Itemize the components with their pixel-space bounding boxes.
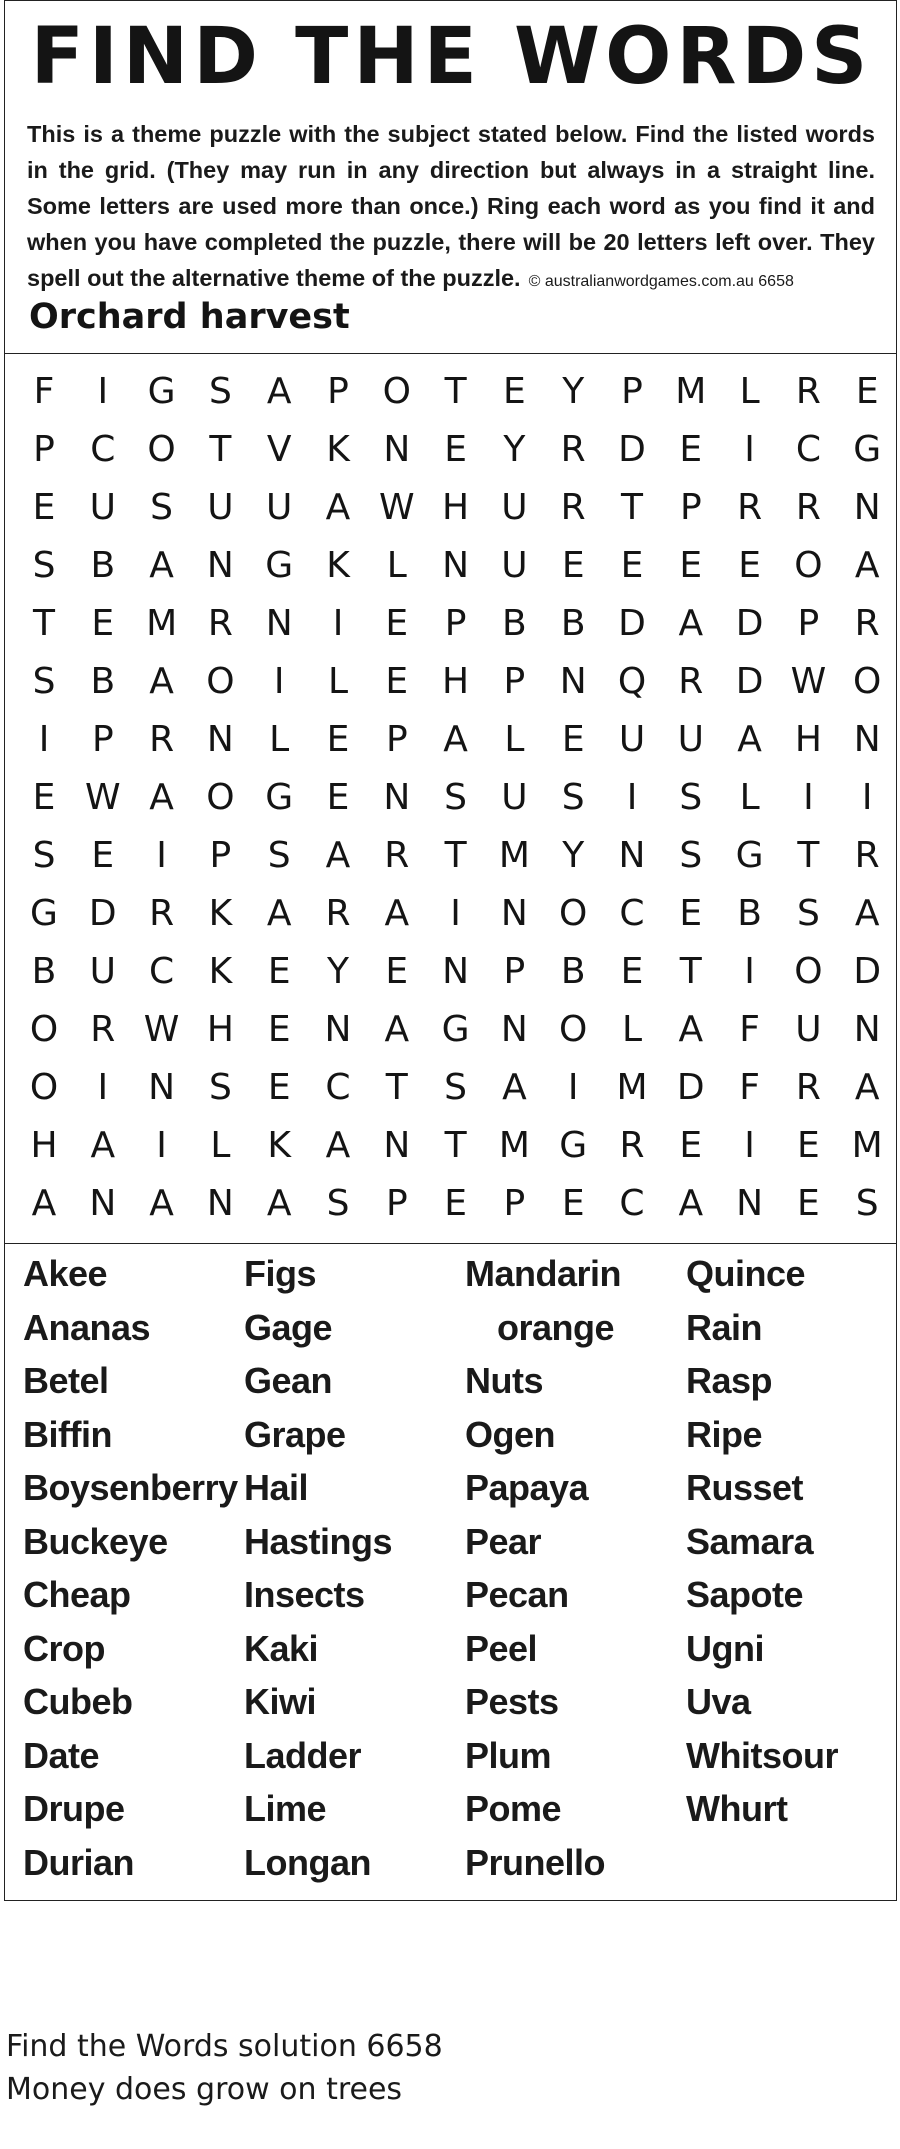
grid-cell: B [90, 661, 116, 702]
grid-cell: R [854, 835, 880, 876]
grid-cell: U [501, 487, 528, 528]
grid-cell: K [326, 545, 350, 586]
solution-block [6, 2025, 443, 2111]
grid-cell: T [385, 1067, 408, 1108]
puzzle-theme: Orchard harvest [29, 297, 350, 337]
grid-cell: U [89, 951, 116, 992]
grid-cell: M [498, 835, 530, 876]
grid-cell: S [444, 1067, 468, 1108]
puzzle-frame [4, 0, 897, 1901]
grid-cell: E [91, 835, 115, 876]
grid-cell: L [210, 1125, 231, 1166]
grid-cell: S [561, 777, 585, 818]
grid-cell: E [855, 371, 879, 412]
grid-cell: U [795, 1009, 822, 1050]
grid-cell: A [384, 1009, 410, 1050]
grid-cell: K [208, 893, 233, 934]
grid-cell: C [90, 429, 116, 470]
grid-cell: W [790, 661, 827, 702]
grid-cell: N [89, 1183, 117, 1224]
word-item: Prunello [465, 1841, 606, 1883]
grid-cell: H [442, 661, 470, 702]
grid-cell: I [38, 719, 50, 760]
grid-cell: P [33, 429, 55, 470]
grid-cell: I [156, 1125, 167, 1166]
grid-cell: D [853, 951, 882, 992]
word-item: Whurt [686, 1788, 788, 1829]
word-item: Ugni [686, 1627, 764, 1669]
grid-cell: W [378, 487, 415, 528]
grid-cell: R [207, 603, 233, 644]
divider-top [5, 353, 896, 354]
grid-cell: L [739, 777, 760, 818]
grid-cell: O [559, 1009, 588, 1050]
grid-cell: I [97, 371, 109, 412]
copyright-credit: © australianwordgames.com.au 6658 [528, 273, 794, 290]
grid-cell: R [619, 1125, 645, 1166]
grid-cell: N [265, 603, 293, 644]
grid-cell: E [267, 951, 291, 992]
grid-cell: I [273, 661, 285, 702]
grid-cell: N [206, 719, 234, 760]
grid-cell: O [147, 429, 176, 470]
grid-cell: E [561, 719, 585, 760]
grid-cell: S [208, 371, 232, 412]
grid-cell: N [500, 893, 528, 934]
grid-cell: E [444, 429, 467, 470]
grid-cell: O [29, 1067, 59, 1108]
grid-cell: A [384, 893, 410, 934]
grid-cell: A [325, 835, 351, 876]
grid-cell: R [560, 487, 586, 528]
grid-cell: A [502, 1067, 527, 1108]
grid-cell: A [737, 719, 762, 760]
grid-cell: M [675, 371, 707, 412]
grid-cell: E [326, 719, 350, 760]
grid-cell: F [739, 1067, 760, 1108]
grid-cell: T [33, 603, 55, 644]
grid-cell: G [441, 1009, 470, 1050]
grid-cell: G [147, 371, 176, 412]
grid-cell: P [503, 661, 526, 702]
grid-cell: G [853, 429, 882, 470]
word-item: Longan [244, 1841, 371, 1883]
grid-cell: A [678, 603, 704, 644]
grid-cell: O [559, 893, 588, 934]
grid-cell: U [501, 777, 528, 818]
grid-cell: P [679, 487, 702, 528]
grid-cell: I [332, 603, 344, 644]
grid-cell: I [450, 893, 461, 934]
grid-cell: C [619, 893, 645, 934]
grid-cell: A [443, 719, 468, 760]
grid-cell: U [207, 487, 234, 528]
grid-cell: P [797, 603, 820, 644]
grid-cell: A [266, 893, 292, 934]
grid-cell: D [88, 893, 117, 934]
word-item: Kaki [244, 1627, 319, 1669]
grid-cell: A [149, 545, 174, 586]
word-item: Crop [23, 1627, 105, 1669]
grid-cell: E [738, 545, 761, 586]
word-item: Cubeb [23, 1681, 133, 1722]
grid-cell: B [560, 603, 586, 644]
word-item: Ladder [244, 1734, 362, 1776]
grid-cell: E [503, 371, 526, 412]
word-item: Samara [686, 1520, 814, 1562]
instructions-text: This is a theme puzzle with the subject stated below. Find the listed words in the grid. (They may run in any direction but always in a straight line. Some letters are used more than once.) Ring each word as you find it and when you have completed the puzzle, there will be 20 letters left over. They spell out the alternative theme of the puzzle. [27, 121, 875, 291]
grid-cell: S [32, 835, 56, 876]
grid-cell: A [854, 1067, 880, 1108]
grid-cell: E [679, 893, 703, 934]
grid-cell: D [735, 661, 764, 702]
grid-cell: C [325, 1067, 351, 1108]
grid-cell: U [677, 719, 704, 760]
solution-label: Find the Words solution 6658 [6, 2029, 443, 2064]
grid-cell: S [444, 777, 468, 818]
grid-cell: I [744, 951, 755, 992]
grid-cell: N [206, 1183, 234, 1224]
grid-cell: H [442, 487, 470, 528]
grid-cell: A [854, 545, 880, 586]
word-item: Grape [244, 1413, 346, 1455]
grid-cell: P [503, 1183, 526, 1224]
grid-cell: U [618, 719, 646, 760]
grid-cell: E [267, 1009, 291, 1050]
grid-cell: N [442, 545, 470, 586]
grid-cell: Y [562, 371, 585, 412]
grid-cell: S [267, 835, 291, 876]
grid-cell: G [735, 835, 764, 876]
grid-cell: E [561, 545, 585, 586]
grid-cell: I [156, 835, 167, 876]
grid-cell: O [29, 1009, 59, 1050]
grid-cell: K [326, 429, 350, 470]
word-item: Lime [244, 1788, 327, 1829]
word-item: Biffin [23, 1413, 112, 1455]
grid-cell: S [32, 661, 56, 702]
grid-cell: R [149, 719, 175, 760]
grid-cell: S [32, 545, 56, 586]
grid-cell: E [444, 1183, 467, 1224]
grid-cell: C [619, 1183, 645, 1224]
grid-cell: U [501, 545, 528, 586]
word-item: Russet [686, 1467, 804, 1508]
word-item: Durian [23, 1841, 135, 1883]
grid-cell: W [143, 1009, 180, 1050]
word-item: Quince [686, 1253, 806, 1294]
grid-cell: E [267, 1067, 291, 1108]
word-item: orange [497, 1306, 615, 1348]
grid-cell: L [504, 719, 525, 760]
grid-cell: E [385, 603, 409, 644]
word-item: Pests [465, 1681, 559, 1722]
grid-cell: R [795, 1067, 821, 1108]
grid-cell: E [32, 487, 56, 528]
grid-cell: E [385, 951, 409, 992]
grid-cell: D [676, 1067, 705, 1108]
grid-cell: A [854, 893, 880, 934]
grid-cell: M [616, 1067, 648, 1108]
word-item: Cheap [23, 1574, 131, 1615]
word-item: Pome [465, 1788, 562, 1829]
letter-grid [5, 363, 896, 1233]
word-column [465, 1247, 685, 1889]
grid-cell: A [31, 1183, 57, 1224]
grid-cell: E [385, 661, 409, 702]
grid-cell: B [737, 893, 762, 934]
grid-cell: A [266, 1183, 292, 1224]
grid-cell: P [209, 835, 232, 876]
grid-cell: B [502, 603, 527, 644]
grid-cell: U [89, 487, 116, 528]
word-item: Ripe [686, 1413, 763, 1455]
grid-cell: D [618, 603, 646, 644]
grid-cell: E [32, 777, 56, 818]
grid-cell: B [90, 545, 116, 586]
grid-cell: R [854, 603, 880, 644]
grid-cell: P [444, 603, 467, 644]
word-item: Gage [244, 1306, 333, 1348]
grid-cell: I [744, 429, 755, 470]
grid-cell: N [559, 661, 587, 702]
grid-cell: L [621, 1009, 643, 1050]
grid-cell: N [853, 719, 881, 760]
grid-cell: R [149, 893, 175, 934]
grid-cell: N [736, 1183, 764, 1224]
word-item: Drupe [23, 1788, 125, 1829]
grid-cell: L [269, 719, 290, 760]
grid-cell: S [855, 1183, 879, 1224]
grid-cell: R [795, 487, 821, 528]
grid-cell: G [265, 545, 294, 586]
grid-cell: R [325, 893, 351, 934]
puzzle-title: FIND THE WORDS [30, 12, 873, 102]
grid-cell: V [266, 429, 292, 470]
grid-cell: R [560, 429, 586, 470]
word-item: Date [23, 1734, 100, 1776]
word-item: Ananas [23, 1306, 151, 1348]
grid-cell: B [560, 951, 586, 992]
grid-cell: Y [327, 951, 349, 992]
grid-cell: W [84, 777, 121, 818]
word-item: Ogen [465, 1413, 556, 1455]
grid-cell: S [796, 893, 820, 934]
grid-cell: Y [562, 835, 585, 876]
grid-cell: F [33, 371, 55, 412]
word-item: Pecan [465, 1574, 569, 1615]
grid-cell: R [384, 835, 410, 876]
grid-cell: K [267, 1125, 291, 1166]
word-item: Rain [686, 1306, 763, 1348]
grid-cell: G [30, 893, 58, 934]
grid-cell: R [678, 661, 704, 702]
word-item: Buckeye [23, 1520, 168, 1562]
grid-cell: I [567, 1067, 579, 1108]
grid-cell: I [744, 1125, 755, 1166]
grid-cell: A [325, 1125, 351, 1166]
grid-cell: H [794, 719, 822, 760]
grid-cell: I [97, 1067, 109, 1108]
word-column [686, 1247, 900, 1836]
grid-cell: E [797, 1183, 820, 1224]
grid-cell: T [209, 429, 232, 470]
word-item: Insects [244, 1574, 365, 1615]
grid-cell: A [325, 487, 351, 528]
grid-cell: T [444, 835, 467, 876]
grid-cell: N [383, 1125, 411, 1166]
word-item: Mandarin [465, 1253, 622, 1294]
grid-cell: H [30, 1125, 58, 1166]
grid-cell: I [626, 777, 638, 818]
grid-cell: E [679, 1125, 703, 1166]
grid-cell: A [149, 1183, 174, 1224]
grid-cell: S [150, 487, 174, 528]
grid-cell: S [679, 835, 703, 876]
grid-cell: O [853, 661, 882, 702]
grid-cell: P [621, 371, 643, 412]
grid-cell: R [90, 1009, 116, 1050]
grid-cell: M [146, 603, 178, 644]
word-item: Akee [23, 1253, 108, 1294]
grid-cell: D [735, 603, 764, 644]
grid-cell: N [383, 429, 411, 470]
grid-cell: N [148, 1067, 176, 1108]
grid-cell: O [382, 371, 411, 412]
grid-cell: C [795, 429, 821, 470]
grid-cell: L [386, 545, 407, 586]
grid-cell: P [327, 371, 349, 412]
grid-cell: N [853, 487, 881, 528]
grid-cell: T [444, 371, 467, 412]
grid-cell: I [861, 777, 873, 818]
grid-cell: A [90, 1125, 116, 1166]
grid-cell: E [561, 1183, 585, 1224]
grid-cell: N [442, 951, 470, 992]
grid-cell: O [206, 777, 235, 818]
word-item: Hail [244, 1467, 309, 1508]
grid-cell: E [620, 545, 644, 586]
grid-cell: O [206, 661, 235, 702]
grid-cell: G [559, 1125, 588, 1166]
grid-cell: N [500, 1009, 528, 1050]
grid-cell: C [149, 951, 175, 992]
word-item: Sapote [686, 1574, 804, 1615]
puzzle-instructions [27, 116, 875, 300]
grid-cell: Q [617, 661, 647, 702]
grid-cell: L [739, 371, 760, 412]
grid-cell: A [149, 661, 174, 702]
grid-cell: A [678, 1183, 704, 1224]
grid-cell: N [383, 777, 411, 818]
grid-cell: T [797, 835, 820, 876]
grid-cell: F [739, 1009, 760, 1050]
grid-cell: E [91, 603, 115, 644]
grid-cell: P [385, 719, 408, 760]
grid-cell: D [618, 429, 646, 470]
grid-cell: H [206, 1009, 234, 1050]
grid-cell: N [206, 545, 234, 586]
word-item: Rasp [686, 1360, 773, 1401]
grid-cell: E [679, 545, 703, 586]
grid-cell: N [853, 1009, 881, 1050]
solution-answer: Money does grow on trees [6, 2072, 403, 2107]
word-item: Peel [465, 1627, 538, 1669]
word-item: Gean [244, 1360, 333, 1401]
grid-cell: A [678, 1009, 704, 1050]
grid-cell: E [679, 429, 703, 470]
word-item: Figs [244, 1253, 317, 1294]
grid-cell: M [498, 1125, 530, 1166]
grid-cell: R [795, 371, 821, 412]
grid-cell: B [31, 951, 57, 992]
word-item: Hastings [244, 1520, 393, 1562]
grid-cell: O [794, 545, 823, 586]
grid-cell: A [149, 777, 174, 818]
grid-cell: I [803, 777, 814, 818]
word-item: Whitsour [686, 1734, 838, 1776]
word-item: Betel [23, 1360, 109, 1401]
grid-cell: T [621, 487, 643, 528]
grid-cell: G [265, 777, 294, 818]
grid-cell: K [208, 951, 233, 992]
grid-cell: N [324, 1009, 352, 1050]
grid-cell: P [91, 719, 114, 760]
word-item: Boysenberry [23, 1467, 238, 1508]
grid-cell: O [794, 951, 823, 992]
grid-cell: S [208, 1067, 232, 1108]
grid-cell: T [679, 951, 702, 992]
grid-cell: E [620, 951, 644, 992]
divider-bottom [5, 1243, 896, 1244]
grid-cell: Y [503, 429, 526, 470]
word-item: Nuts [465, 1360, 543, 1401]
word-item: Kiwi [244, 1681, 317, 1722]
grid-cell: P [503, 951, 526, 992]
grid-cell: S [326, 1183, 350, 1224]
word-item: Pear [465, 1520, 542, 1562]
grid-cell: M [851, 1125, 883, 1166]
grid-cell: T [444, 1125, 467, 1166]
word-column [23, 1247, 243, 1889]
grid-cell: E [326, 777, 350, 818]
grid-cell: P [385, 1183, 408, 1224]
word-item: Papaya [465, 1467, 589, 1508]
grid-cell: L [327, 661, 349, 702]
grid-cell: E [797, 1125, 820, 1166]
word-item: Plum [465, 1734, 552, 1776]
grid-cell: A [266, 371, 292, 412]
grid-cell: R [737, 487, 763, 528]
grid-cell: U [266, 487, 293, 528]
word-item: Uva [686, 1681, 751, 1722]
word-column [244, 1247, 464, 1889]
grid-cell: S [679, 777, 703, 818]
grid-cell: N [618, 835, 646, 876]
